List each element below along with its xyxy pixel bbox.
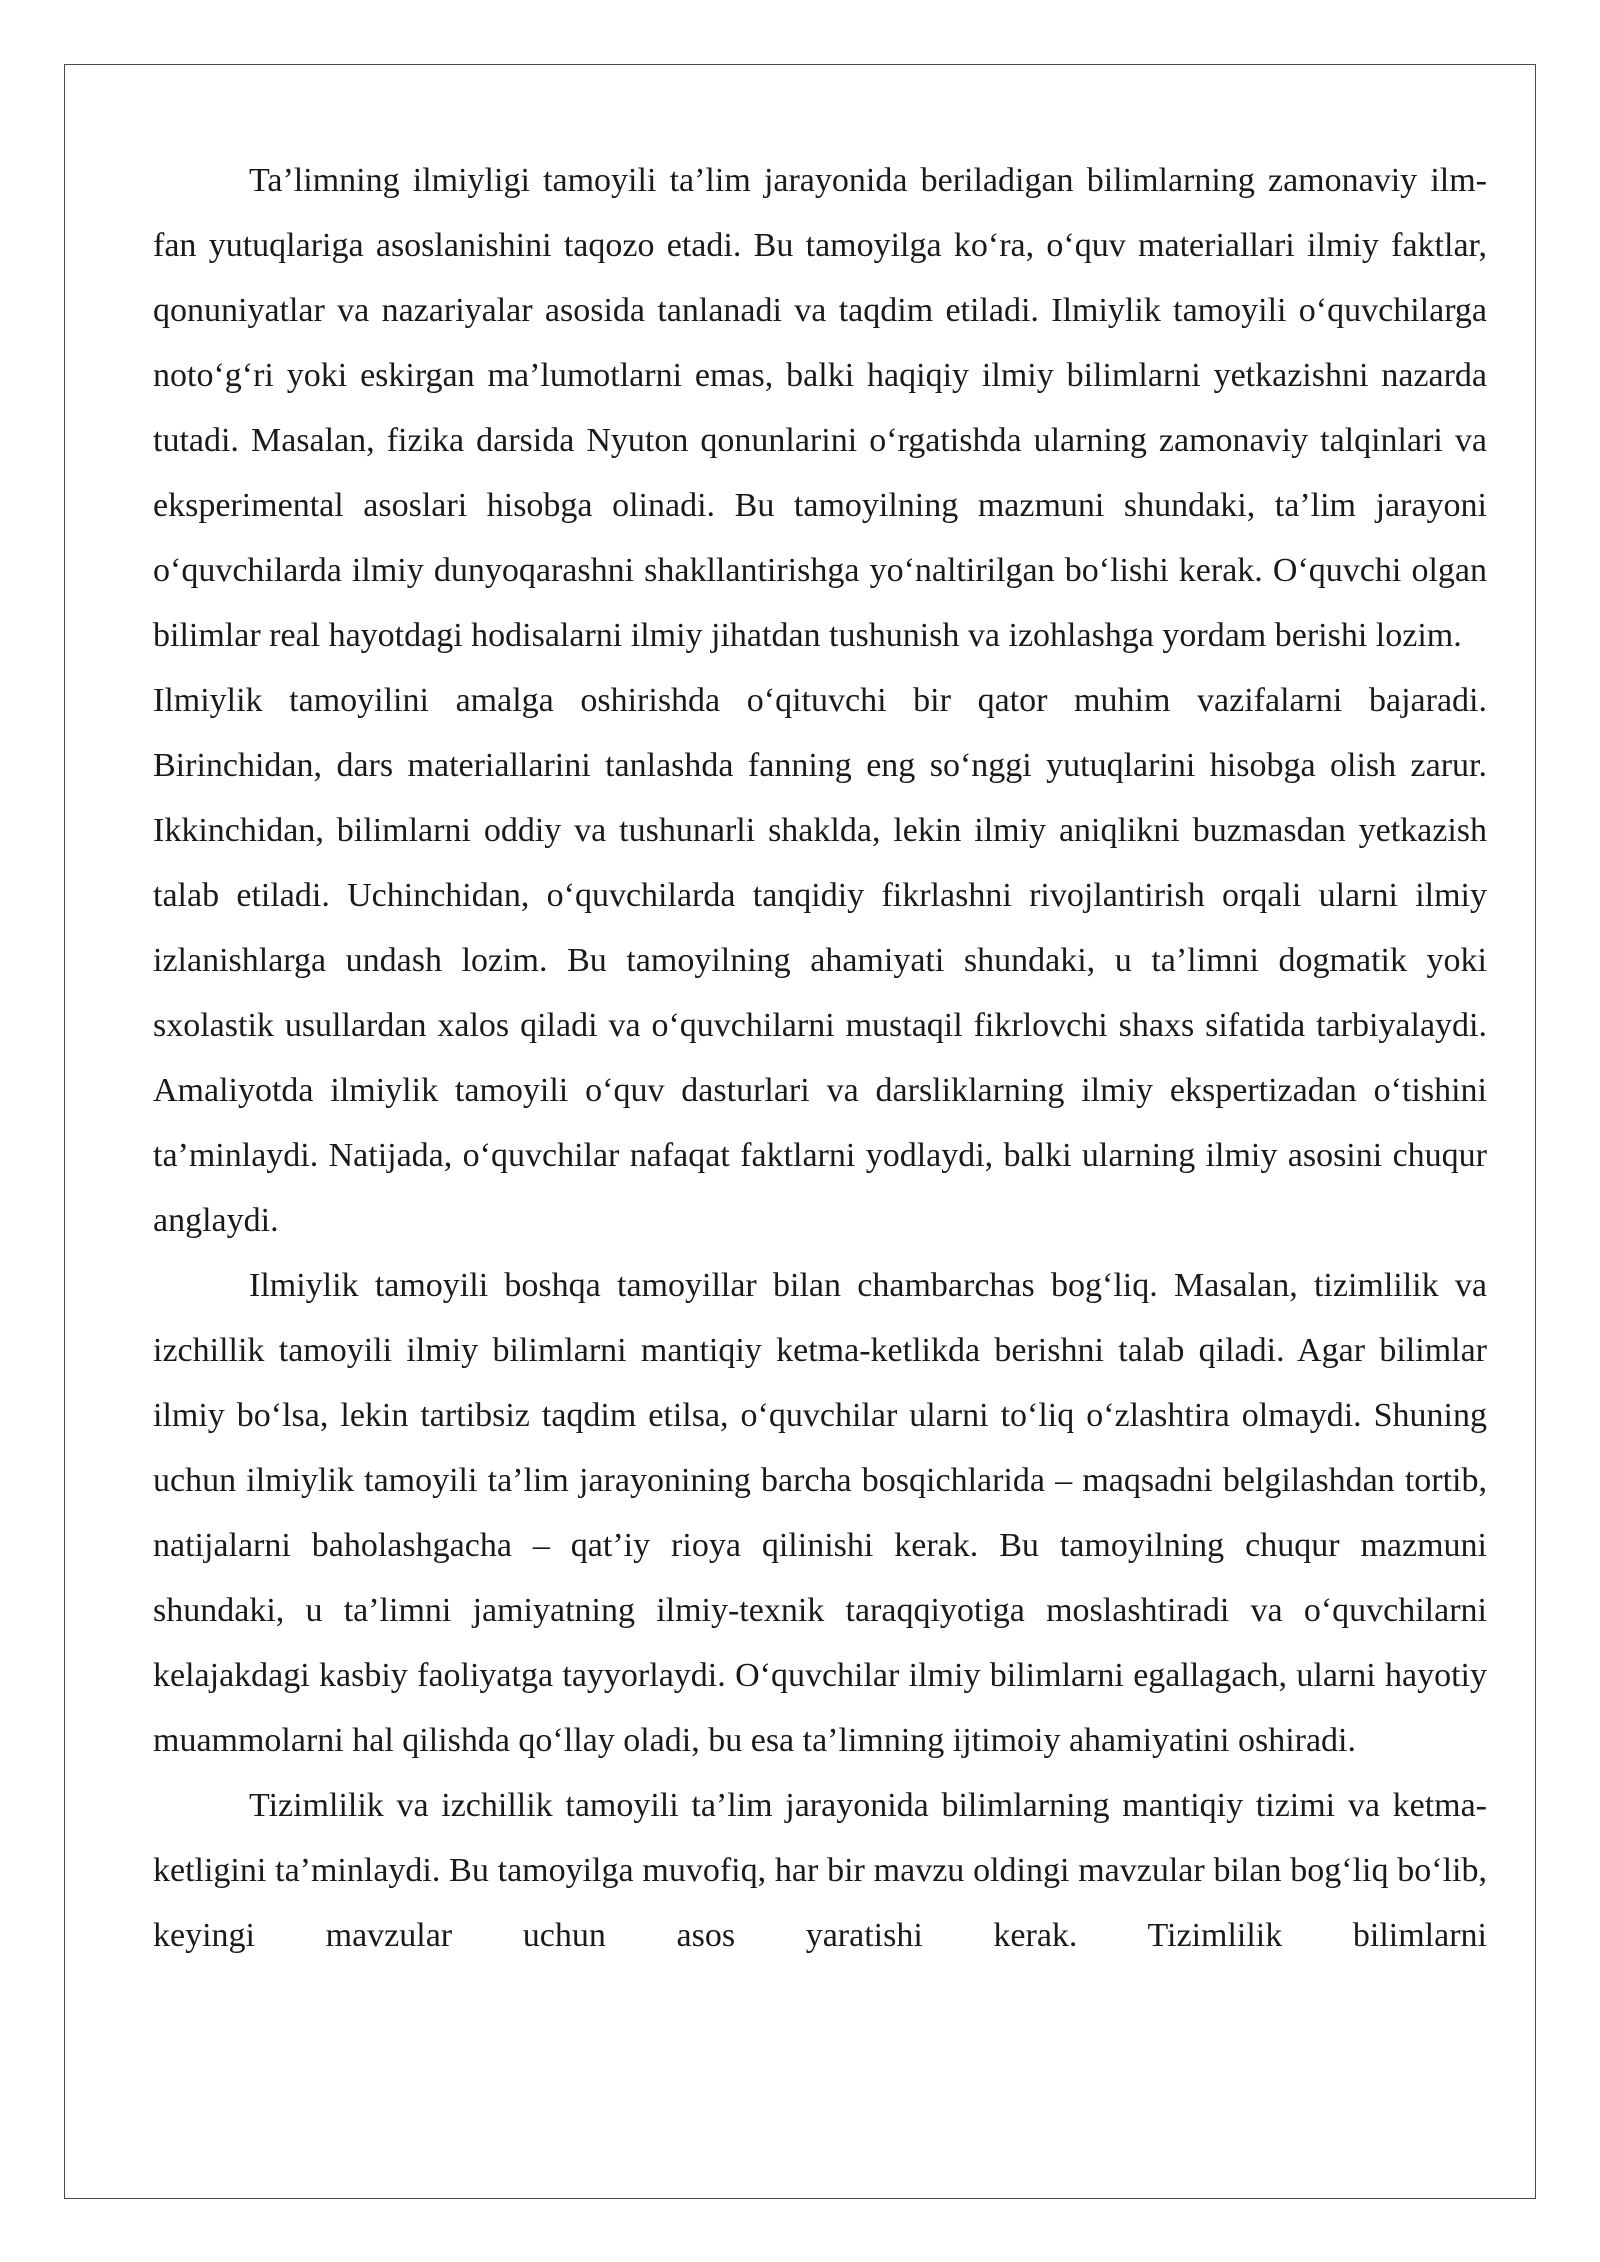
paragraph-3: Ilmiylik tamoyili boshqa tamoyillar bilan chambarchas bog‘liq. Masalan, tizimlilik va izchillik tamoyili ilmiy bilimlarni mantiqiy ketma-ketlikda berishni talab qiladi. Agar bilimlar ilmiy bo‘lsa, lekin tartibsiz taqdim etilsa, o‘quvchilar ularni to‘liq o‘zlashtira olmaydi. Shuning uchun ilmiylik tamoyili ta’lim jarayonining barcha bosqichlarida – maqsadni belgilashdan tortib, natijalarni baholashgacha – qat’iy rioya qilinishi kerak. Bu tamoyilning chuqur mazmuni shundaki, u ta’limni jamiyatning ilmiy-texnik taraqqiyotiga moslashtiradi va o‘quvchilarni kelajakdagi kasbiy faoliyatga tayyorlaydi. O‘quvchilar ilmiy bilimlarni egallagach, ularni hayotiy muammolarni hal qilishda qo‘llay oladi, bu esa ta’limning ijtimoiy ahamiyatini oshiradi. (153, 1267, 1487, 1759)
document-body (153, 148, 1487, 1968)
paragraph-2: Ilmiylik tamoyilini amalga oshirishda o‘qituvchi bir qator muhim vazifalarni bajaradi. Birinchidan, dars materiallarini tanlashda fanning eng so‘nggi yutuqlarini hisobga olish zarur. Ikkinchidan, bilimlarni oddiy va tushunarli shaklda, lekin ilmiy aniqlikni buzmasdan yetkazish talab etiladi. Uchinchidan, o‘quvchilarda tanqidiy fikrlashni rivojlantirish orqali ularni ilmiy izlanishlarga undash lozim. Bu tamoyilning ahamiyati shundaki, u ta’limni dogmatik yoki sxolastik usullardan xalos qiladi va o‘quvchilarni mustaqil fikrlovchi shaxs sifatida tarbiyalaydi. Amaliyotda ilmiylik tamoyili o‘quv dasturlari va darsliklarning ilmiy ekspertizadan o‘tishini ta’minlaydi. Natijada, o‘quvchilar nafaqat faktlarni yodlaydi, balki ularning ilmiy asosini chuqur anglaydi. (153, 682, 1487, 1239)
paragraph-4: Tizimlilik va izchillik tamoyili ta’lim jarayonida bilimlarning mantiqiy tizimi va ketma-ketligini ta’minlaydi. Bu tamoyilga muvofiq, har bir mavzu oldingi mavzular bilan bog‘liq bo‘lib, keyingi mavzular uchun asos yaratishi kerak. Tizimlilik bilimlarni (153, 1787, 1487, 1954)
paragraph-1: Ta’limning ilmiyligi tamoyili ta’lim jarayonida beriladigan bilimlarning zamonaviy ilm-fan yutuqlariga asoslanishini taqozo etadi. Bu tamoyilga ko‘ra, o‘quv materiallari ilmiy faktlar, qonuniyatlar va nazariyalar asosida tanlanadi va taqdim etiladi. Ilmiylik tamoyili o‘quvchilarga noto‘g‘ri yoki eskirgan ma’lumotlarni emas, balki haqiqiy ilmiy bilimlarni yetkazishni nazarda tutadi. Masalan, fizika darsida Nyuton qonunlarini o‘rgatishda ularning zamonaviy talqinlari va eksperimental asoslari hisobga olinadi. Bu tamoyilning mazmuni shundaki, ta’lim jarayoni o‘quvchilarda ilmiy dunyoqarashni shakllantirishga yo‘naltirilgan bo‘lishi kerak. O‘quvchi olgan bilimlar real hayotdagi hodisalarni ilmiy jihatdan tushunish va izohlashga yordam berishi lozim. (153, 162, 1487, 654)
